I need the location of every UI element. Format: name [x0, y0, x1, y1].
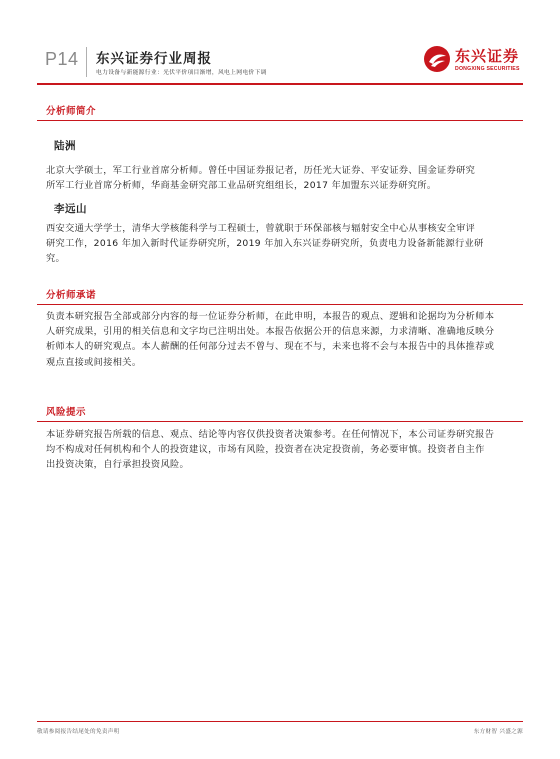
risk-text — [46, 427, 520, 473]
section-title-risk-warning: 风险提示 — [46, 407, 87, 418]
page-header — [0, 0, 560, 86]
pledge-line: 负责本研究报告全部或部分内容的每一位证券分析师，在此申明，本报告的观点、逻辑和论据均为分析师本 — [46, 311, 495, 322]
footer-slogan: 东方财智 兴盛之源 — [473, 729, 523, 735]
analyst-name: 李远山 — [54, 203, 87, 215]
section-rule — [37, 304, 523, 305]
analyst-bio — [46, 163, 520, 193]
company-logo — [423, 45, 523, 79]
analyst-name: 陆洲 — [54, 140, 76, 152]
section-rule — [37, 120, 523, 121]
report-title: 东兴证券行业周报 — [96, 51, 212, 67]
risk-line: 出投资决策，自行承担投资风险。 — [46, 459, 190, 471]
bio-line: 究。 — [46, 253, 66, 265]
bio-line: 西安交通大学学士，清华大学核能科学与工程硕士，曾就职于环保部核与辐射安全中心从事核安全审评 — [46, 223, 476, 234]
logo-text: 东兴证券 — [455, 47, 520, 65]
section-title-analyst-intro: 分析师简介 — [46, 106, 97, 117]
footer-rule — [37, 721, 523, 722]
section-rule — [37, 421, 523, 422]
analyst-bio — [46, 221, 520, 267]
logo-mark-icon — [423, 45, 451, 73]
risk-line: 本证券研究报告所载的信息、观点、结论等内容仅供投资者决策参考。在任何情况下，本公司证券研究报告 — [46, 429, 495, 440]
pledge-line: 观点直接或间接相关。 — [46, 356, 142, 368]
pledge-text — [46, 309, 520, 370]
pledge-line: 人研究成果，引用的相关信息和文字均已注明出处。本报告依据公开的信息来源，力求清晰、准确地反映分 — [46, 326, 495, 338]
bio-line: 所军工行业首席分析师，华商基金研究部工业品研究组组长，2017 年加盟东兴证券研究所。 — [46, 180, 437, 192]
bio-line: 研究工作，2016 年加入新时代证券研究所，2019 年加入东兴证券研究所，负责电力设备新能源行业研 — [46, 238, 484, 250]
footer-disclaimer-note: 敬请参阅报告结尾处的免责声明 — [37, 729, 120, 735]
bio-line: 北京大学硕士，军工行业首席分析师。曾任中国证券报记者，历任光大证券、平安证券、国金证券研究 — [46, 165, 476, 176]
header-rule — [37, 83, 523, 85]
pledge-line: 析师本人的研究观点。本人薪酬的任何部分过去不曾与、现在不与，未来也将不会与本报告中的具体推荐或 — [46, 341, 495, 353]
risk-line: 均不构成对任何机构和个人的投资建议，市场有风险，投资者在决定投资前，务必要审慎。投资者自主作 — [46, 444, 485, 456]
header-divider — [86, 47, 87, 77]
section-title-analyst-pledge: 分析师承诺 — [46, 290, 97, 301]
logo-english-text: DONGXING SECURITIES — [455, 66, 520, 72]
page-number: P14 — [45, 49, 79, 69]
report-subtitle: 电力设备与新能源行业：光伏平价项目渐增，风电上网电价下调 — [96, 70, 267, 76]
